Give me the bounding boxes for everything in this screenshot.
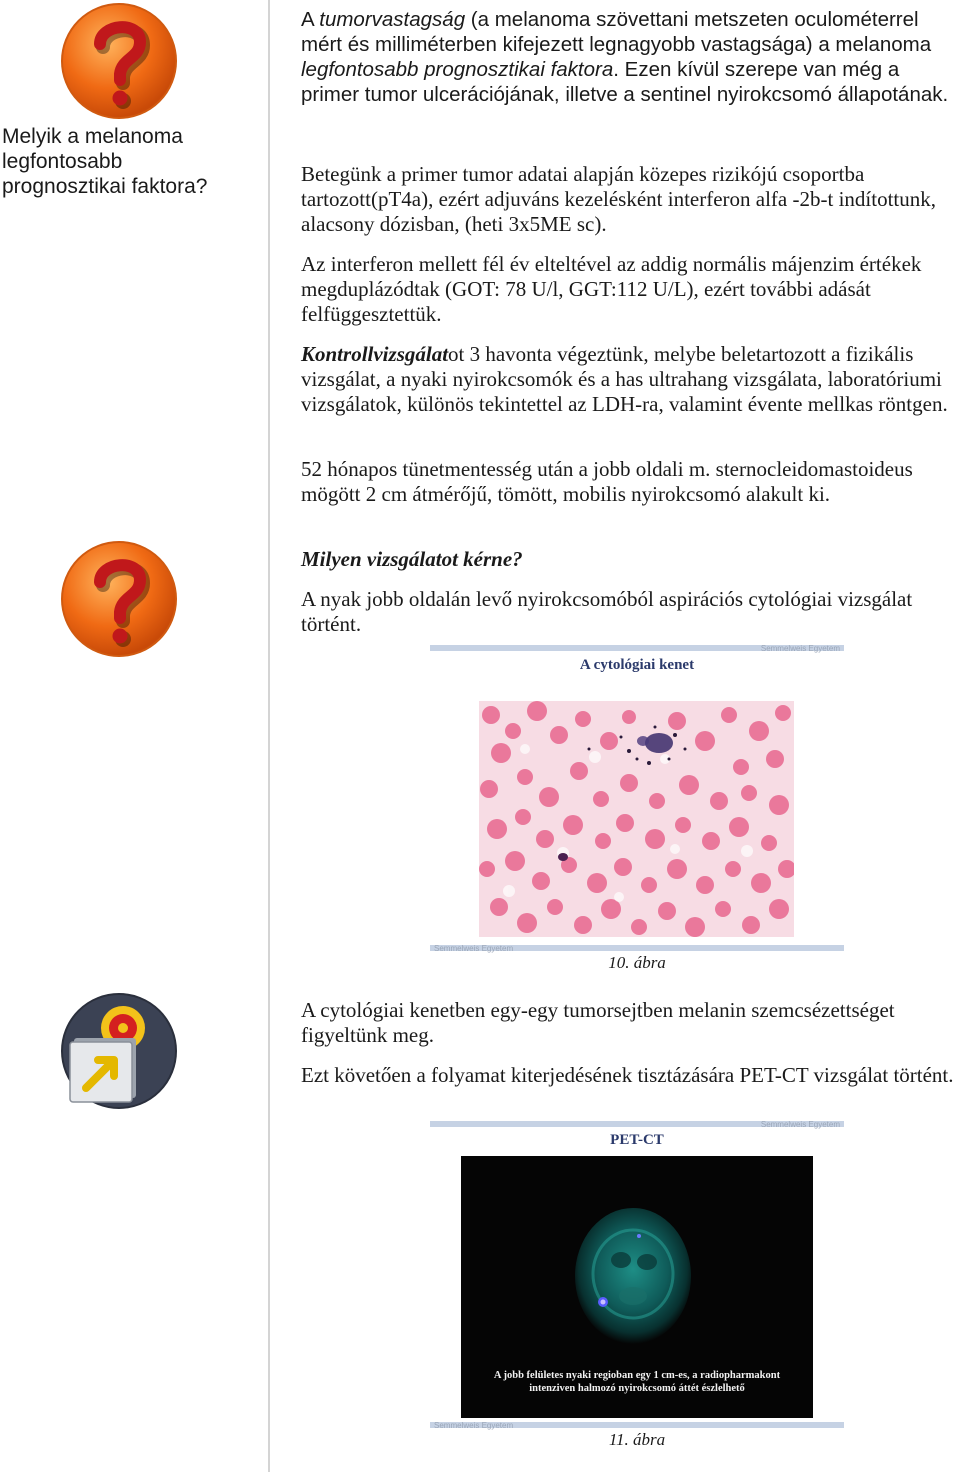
figure-title: PET-CT: [610, 1132, 664, 1148]
italic-term: legfontosabb prognosztikai faktora: [301, 58, 614, 81]
paragraph-lymph-node: 52 hónapos tünetmentesség után a jobb oldali m. sternocleidomastoideus mögött 2 cm átmérőjű, tömött, mobilis nyirokcsomó alakult ki.: [301, 457, 913, 506]
paragraph-interferon: Az interferon mellett fél év elteltével az addig normális májenzim értékek megduplázódtak (GOT: 78 U/l, GGT:112 U/L), ezért további adását felfüggesztettük.: [301, 252, 922, 326]
text: . Ezen kívül szerepe van még a primer tumor ulcerációjának, illetve a sentinel nyirokcsomó állapotának.: [301, 58, 949, 106]
side-question: Melyik a melanoma legfontosabb prognosztikai faktora?: [2, 125, 208, 198]
question-mark-icon: [60, 540, 178, 658]
paragraph-pet-ct: Ezt követően a folyamat kiterjedésének tisztázására PET-CT vizsgálat történt.: [301, 1063, 954, 1087]
figure-cytology: [430, 645, 844, 980]
watermark: Semmelweis Egyetem: [760, 1120, 840, 1129]
figure-pet-ct: [430, 1121, 844, 1456]
watermark: Semmelweis Egyetem: [434, 1421, 514, 1430]
figure-caption: 10. ábra: [608, 953, 666, 972]
pet-ct-scan-image: [461, 1156, 813, 1418]
figure-caption: 11. ábra: [608, 1430, 666, 1449]
bold-term: Kontrollvizsgálat: [301, 342, 449, 366]
pet-ct-finding-line1: A jobb felületes nyaki regioban egy 1 cm-es, a radiopharmakont: [493, 1370, 781, 1381]
text: (a melanoma szövettani metszeten oculométerrel mért és milliméterben kifejezett legnagyobb vastagsága) a melanoma: [301, 8, 932, 56]
text: ot 3 havonta végeztünk, melybe beletartozott a fizikális vizsgálat, a nyaki nyirokcsomók és a has ultrahang vizsgálata, laboratóriumi vizsgálatok, különös tekintettel az LDH-ra, valamint évente mellkas röntgen.: [301, 342, 948, 416]
paragraph-cytology-result: A cytológiai kenetben egy-egy tumorsejtben melanin szemcsézettséget figyeltünk meg.: [301, 998, 895, 1047]
question-mark-icon: [60, 2, 178, 120]
question-heading: Milyen vizsgálatot kérne?: [301, 547, 523, 571]
cytology-smear-image: [479, 701, 794, 937]
paragraph-control-exams: [301, 342, 960, 417]
italic-term: tumorvastagság: [319, 8, 466, 31]
watermark: Semmelweis Egyetem: [760, 644, 840, 653]
watermark: Semmelweis Egyetem: [434, 944, 514, 953]
link-arrow-icon: [60, 992, 178, 1110]
paragraph-risk-group: Betegünk a primer tumor adatai alapján közepes rizikójú csoportba tartozott(pT4a), ezért adjuváns kezelésként interferon alfa -2b-t indítottunk, alacsony dózisban, (heti 3x5ME sc).: [301, 162, 936, 236]
pet-ct-finding-line2: intenziven halmozó nyirokcsomó áttét észlelhető: [529, 1383, 745, 1394]
figure-title: A cytológiai kenet: [579, 657, 695, 673]
column-divider: [268, 0, 270, 1472]
text: A: [301, 8, 320, 31]
paragraph-aspiration: A nyak jobb oldalán levő nyirokcsomóból aspirációs cytológiai vizsgálat történt.: [301, 587, 913, 636]
paragraph-tumor-thickness: [301, 7, 960, 107]
